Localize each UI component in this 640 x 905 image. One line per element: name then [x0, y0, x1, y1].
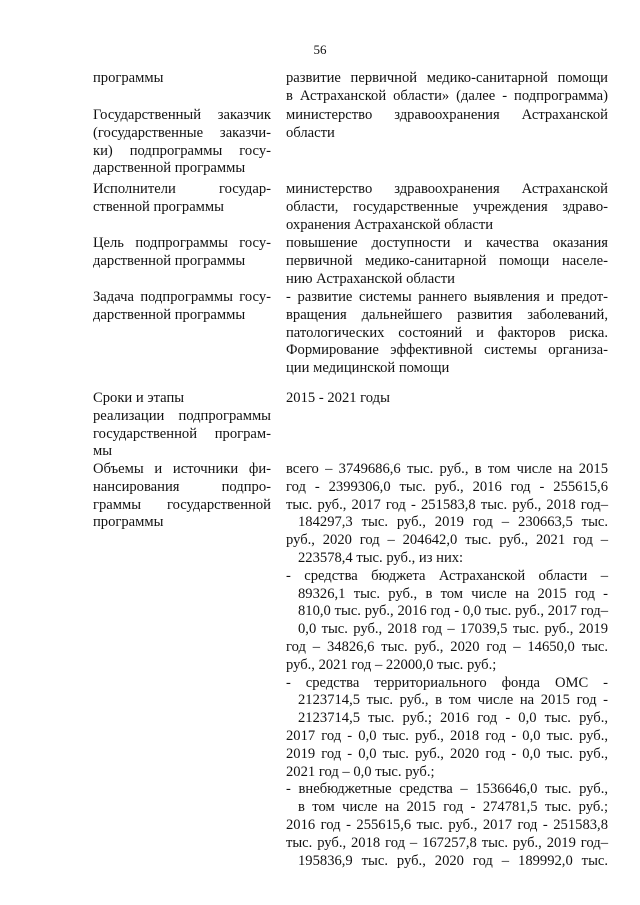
label-line: ственной программы [93, 198, 224, 215]
value-line: - внебюджетные средства – 1536646,0 тыс. руб., [286, 781, 608, 798]
value-line: в Астраханской области» (далее - подпрограмма) [286, 87, 608, 104]
row-label [93, 461, 271, 532]
label-line: ки) подпрограммы госу- [93, 142, 271, 159]
value-line: 195836,9 тыс. руб., 2020 год – 189992,0 тыс. [298, 852, 608, 869]
value-line: - развитие системы раннего выявления и предот- [286, 289, 608, 305]
value-line: повышение доступности и качества оказания [286, 235, 608, 251]
label-line: дарственной программы [93, 306, 246, 323]
label-line: программы [93, 70, 164, 86]
label-line: Исполнители государ- [93, 181, 271, 197]
row-value [286, 181, 608, 234]
value-line: 2019 год - 0,0 тыс. руб., 2020 год - 0,0 тыс. руб., [286, 745, 608, 762]
label-line: Объемы и источники фи- [93, 461, 271, 477]
value-line: всего – 3749686,6 тыс. руб., в том числе на 2015 [286, 461, 608, 477]
value-line: вращения дальнейшего развития заболеваний, [286, 306, 608, 323]
value-line: 2021 год – 0,0 тыс. руб.; [286, 763, 435, 780]
label-line: государственной програм- [93, 425, 271, 442]
label-line: Сроки и этапы [93, 390, 185, 406]
value-line: области [286, 124, 335, 141]
row-label [93, 107, 271, 178]
value-line: - средства бюджета Астраханской области – [286, 567, 608, 584]
value-line: 2016 год - 255615,6 тыс. руб., 2017 год - 251583,8 [286, 816, 608, 833]
value-line: 184297,3 тыс. руб., 2019 год – 230663,5 тыс. [298, 514, 608, 531]
value-line: первичной медико-санитарной помощи населе- [286, 252, 608, 269]
value-line: в том числе на 2015 год - 274781,5 тыс. руб.; [298, 799, 608, 816]
value-line: 223578,4 тыс. руб., из них: [298, 549, 464, 566]
row-label [93, 390, 271, 461]
label-line: мы [93, 443, 113, 460]
value-line: министерство здравоохранения Астраханской [286, 107, 608, 123]
value-line: 2123714,5 тыс. руб.; 2016 год - 0,0 тыс. руб., [298, 710, 608, 727]
row-value [286, 289, 608, 378]
row-value [286, 235, 608, 288]
row-value [286, 107, 608, 143]
row-value [286, 461, 608, 870]
value-line: области, государственные учреждения здраво- [286, 198, 608, 215]
value-line: ции медицинской помощи [286, 360, 450, 377]
label-line: (государственные заказчи- [93, 124, 271, 141]
value-line: 0,0 тыс. руб., 2018 год – 17039,5 тыс. руб., 2019 [298, 621, 608, 638]
value-line: 2015 - 2021 годы [286, 390, 390, 406]
label-line: дарственной программы [93, 252, 246, 269]
value-line: год – 34826,6 тыс. руб., 2020 год – 14650,0 тыс. [286, 638, 608, 655]
row-value [286, 390, 608, 408]
label-line: Цель подпрограммы госу- [93, 235, 271, 251]
row-label [93, 235, 271, 271]
value-line: год - 2399306,0 тыс. руб., 2016 год - 255615,6 [286, 478, 608, 495]
label-line: нансирования подпро- [93, 478, 271, 495]
value-line: тыс. руб., 2017 год - 251583,8 тыс. руб., 2018 год– [286, 496, 608, 513]
label-line: Государственный заказчик [93, 107, 271, 123]
value-line: 810,0 тыс. руб., 2016 год - 0,0 тыс. руб., 2017 год– [298, 603, 608, 620]
value-line: Формирование эффективной системы организа- [286, 342, 608, 359]
value-line: министерство здравоохранения Астраханской [286, 181, 608, 197]
value-line: 2123714,5 тыс. руб., в том числе на 2015 год - [298, 692, 608, 709]
value-line: патологических состояний и факторов риска. [286, 324, 608, 341]
value-line: руб., 2021 год – 22000,0 тыс. руб.; [286, 656, 497, 673]
label-line: дарственной программы [93, 160, 246, 177]
row-label [93, 181, 271, 217]
value-line: руб., 2020 год – 204642,0 тыс. руб., 2021 год – [286, 532, 608, 549]
row-label [93, 70, 271, 88]
value-line: 2017 год - 0,0 тыс. руб., 2018 год - 0,0 тыс. руб., [286, 727, 608, 744]
value-line: тыс. руб., 2018 год – 167257,8 тыс. руб., 2019 год– [286, 834, 608, 851]
value-line: - средства территориального фонда ОМС - [286, 674, 608, 691]
label-line: программы [93, 514, 164, 531]
row-value [286, 70, 608, 106]
value-line: развитие первичной медико-санитарной помощи [286, 70, 608, 86]
value-line: нию Астраханской области [286, 270, 455, 287]
value-line: 89326,1 тыс. руб., в том числе на 2015 год - [298, 585, 608, 602]
label-line: Задача подпрограммы госу- [93, 289, 271, 305]
label-line: реализации подпрограммы [93, 407, 271, 424]
page-number: 56 [313, 42, 327, 57]
row-label [93, 289, 271, 325]
label-line: граммы государственной [93, 496, 271, 513]
value-line: охранения Астраханской области [286, 216, 494, 233]
